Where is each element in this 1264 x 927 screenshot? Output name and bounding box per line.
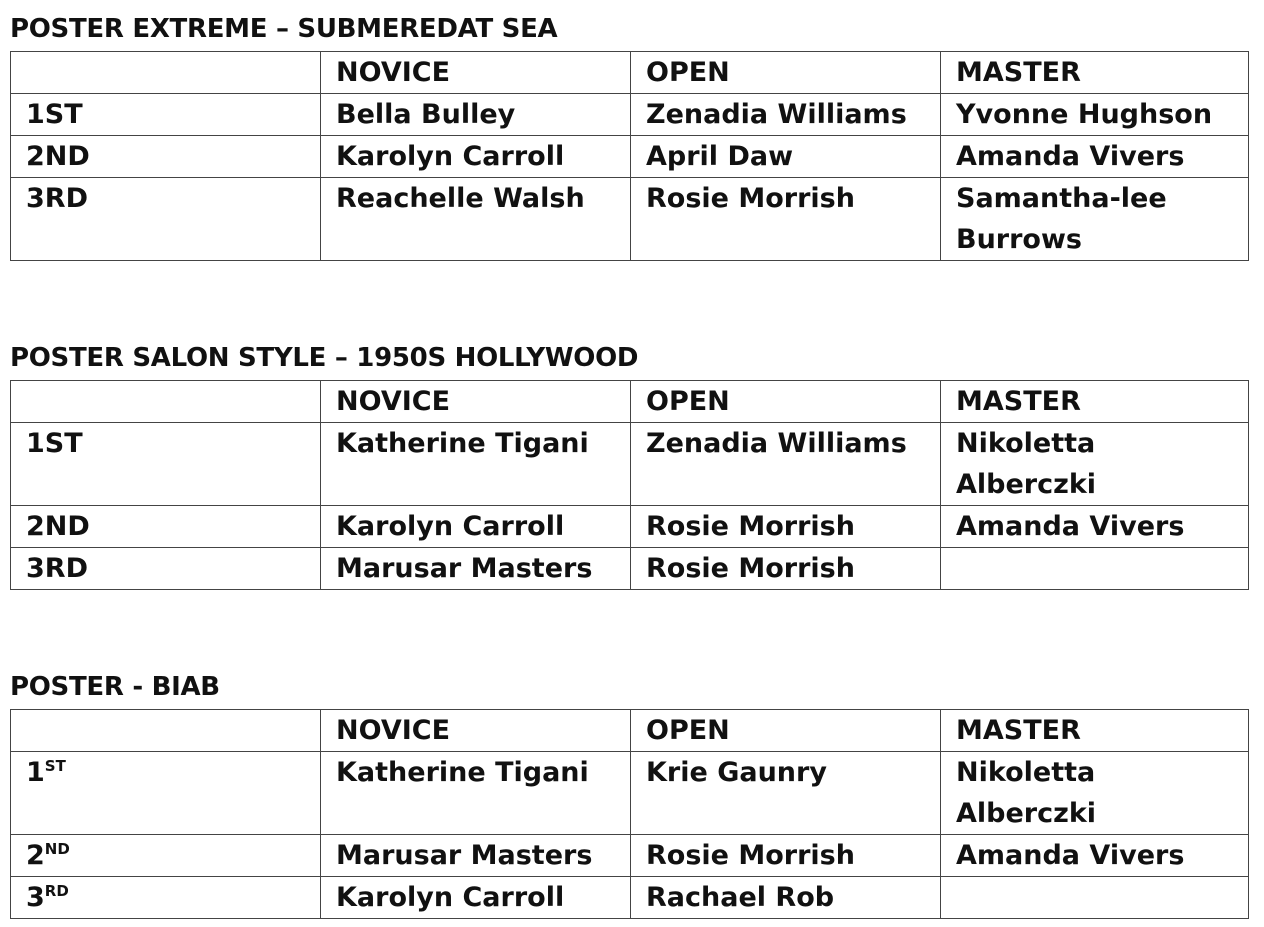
- table-row: [11, 178, 1249, 261]
- place-suffix: ND: [44, 840, 70, 858]
- novice-cell: Karolyn Carroll: [321, 136, 631, 178]
- master-cell: Samantha-lee Burrows: [941, 178, 1249, 261]
- open-cell: Zenadia Williams: [631, 423, 941, 506]
- open-cell: Rachael Rob: [631, 877, 941, 919]
- place-number: 1: [26, 757, 45, 788]
- master-cell: Amanda Vivers: [941, 506, 1249, 548]
- place-cell: [11, 752, 321, 835]
- section-title: POSTER EXTREME – SUBMEREDAT SEA: [10, 14, 558, 44]
- master-cell: Yvonne Hughson: [941, 94, 1249, 136]
- place-cell: [11, 877, 321, 919]
- open-cell: Rosie Morrish: [631, 835, 941, 877]
- header-cell-novice: NOVICE: [321, 52, 631, 94]
- table-header-row: [11, 710, 1249, 752]
- place-cell: [11, 178, 321, 261]
- header-cell-novice: NOVICE: [321, 710, 631, 752]
- novice-cell: Katherine Tigani: [321, 423, 631, 506]
- header-cell-place: [11, 52, 321, 94]
- header-cell-open: OPEN: [631, 381, 941, 423]
- place-cell: [11, 835, 321, 877]
- open-cell: April Daw: [631, 136, 941, 178]
- header-cell-master: MASTER: [941, 52, 1249, 94]
- results-table: [10, 51, 1249, 261]
- table-row: [11, 423, 1249, 506]
- place-number: 2ND: [26, 511, 90, 542]
- open-cell: Rosie Morrish: [631, 506, 941, 548]
- table-row: [11, 877, 1249, 919]
- place-number: 1ST: [26, 428, 83, 459]
- place-number: 3RD: [26, 553, 88, 584]
- table-row: [11, 752, 1249, 835]
- table-row: [11, 835, 1249, 877]
- header-cell-place: [11, 710, 321, 752]
- open-cell: Krie Gaunry: [631, 752, 941, 835]
- header-cell-place: [11, 381, 321, 423]
- place-number: 3: [26, 882, 45, 913]
- place-cell: [11, 94, 321, 136]
- novice-cell: Marusar Masters: [321, 835, 631, 877]
- table-header-row: [11, 52, 1249, 94]
- header-cell-master: MASTER: [941, 710, 1249, 752]
- place-cell: [11, 136, 321, 178]
- header-cell-novice: NOVICE: [321, 381, 631, 423]
- table-row: [11, 506, 1249, 548]
- place-number: 1ST: [26, 99, 83, 130]
- table-row: [11, 94, 1249, 136]
- novice-cell: Marusar Masters: [321, 548, 631, 590]
- master-cell: Nikoletta Alberczki: [941, 423, 1249, 506]
- novice-cell: Bella Bulley: [321, 94, 631, 136]
- open-cell: Zenadia Williams: [631, 94, 941, 136]
- header-cell-open: OPEN: [631, 710, 941, 752]
- table-header-row: [11, 381, 1249, 423]
- section-title: POSTER SALON STYLE – 1950S HOLLYWOOD: [10, 343, 639, 373]
- results-table: [10, 709, 1249, 919]
- place-number: 2: [26, 840, 45, 871]
- header-cell-master: MASTER: [941, 381, 1249, 423]
- place-number: 3RD: [26, 183, 88, 214]
- place-cell: [11, 423, 321, 506]
- table-row: [11, 548, 1249, 590]
- novice-cell: Reachelle Walsh: [321, 178, 631, 261]
- master-cell: Amanda Vivers: [941, 136, 1249, 178]
- master-cell: Amanda Vivers: [941, 835, 1249, 877]
- place-cell: [11, 506, 321, 548]
- master-cell: [941, 548, 1249, 590]
- section-title: POSTER - BIAB: [10, 672, 220, 702]
- open-cell: Rosie Morrish: [631, 178, 941, 261]
- place-suffix: RD: [44, 882, 69, 900]
- novice-cell: Karolyn Carroll: [321, 506, 631, 548]
- results-table: [10, 380, 1249, 590]
- novice-cell: Karolyn Carroll: [321, 877, 631, 919]
- place-cell: [11, 548, 321, 590]
- place-suffix: ST: [44, 757, 66, 775]
- place-number: 2ND: [26, 141, 90, 172]
- novice-cell: Katherine Tigani: [321, 752, 631, 835]
- master-cell: [941, 877, 1249, 919]
- master-cell: Nikoletta Alberczki: [941, 752, 1249, 835]
- header-cell-open: OPEN: [631, 52, 941, 94]
- table-row: [11, 136, 1249, 178]
- open-cell: Rosie Morrish: [631, 548, 941, 590]
